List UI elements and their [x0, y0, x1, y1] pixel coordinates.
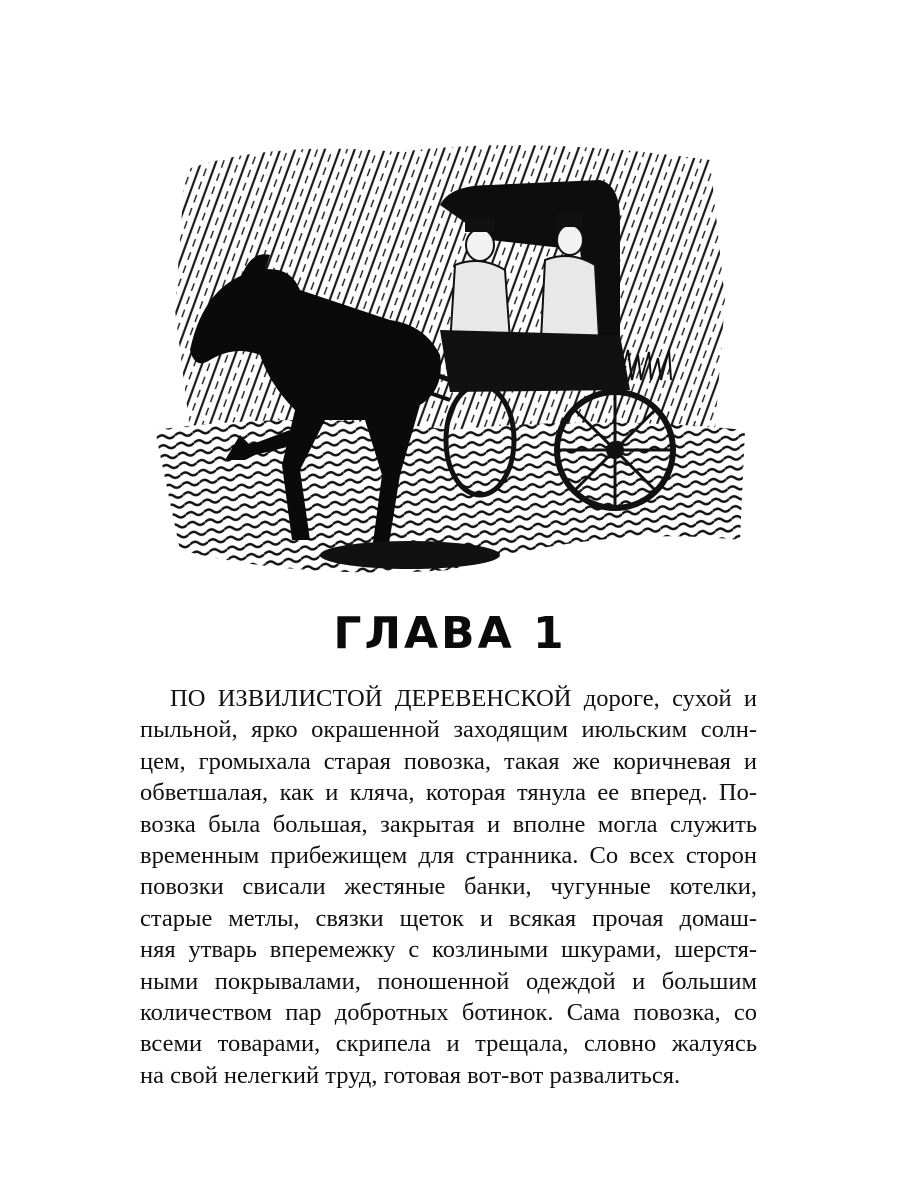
carriage-illustration	[150, 130, 750, 585]
paragraph-line: пыльной, ярко окрашенной заходящим июльским солн-	[140, 716, 757, 744]
paragraph-line: количеством пар добротных ботинок. Сама повозка, со	[140, 999, 757, 1027]
paragraph-line: ными покрывалами, поношенной одеждой и большим	[140, 967, 757, 995]
paragraph-line: цем, громыхала старая повозка, такая же коричневая и	[140, 747, 757, 775]
paragraph-line: обветшалая, как и кляча, которая тянула ее вперед. По-	[140, 779, 757, 807]
paragraph-line: на свой нелегкий труд, готовая вот-вот развалиться.	[140, 1061, 681, 1089]
paragraph-line: возка была большая, закрытая и вполне могла служить	[140, 810, 757, 838]
paragraph-line: няя утварь вперемежку с козлиными шкурами, шерстя-	[140, 936, 757, 964]
paragraph-line: всеми товарами, скрипела и трещала, словно жалуясь	[140, 1030, 757, 1058]
paragraph-line: временным прибежищем для странника. Со всех сторон	[140, 842, 757, 870]
chapter-paragraph	[140, 683, 757, 1091]
horse-drawn-carriage-in-rain-icon	[150, 130, 750, 585]
chapter-title: ГЛАВА 1	[333, 608, 567, 659]
paragraph-line: повозки свисали жестяные банки, чугунные котелки,	[140, 873, 757, 901]
paragraph-line: ПО ИЗВИЛИСТОЙ ДЕРЕВЕНСКОЙ дороге, сухой и	[170, 685, 757, 712]
paragraph-line: старые метлы, связки щеток и всякая прочая домаш-	[140, 904, 757, 932]
